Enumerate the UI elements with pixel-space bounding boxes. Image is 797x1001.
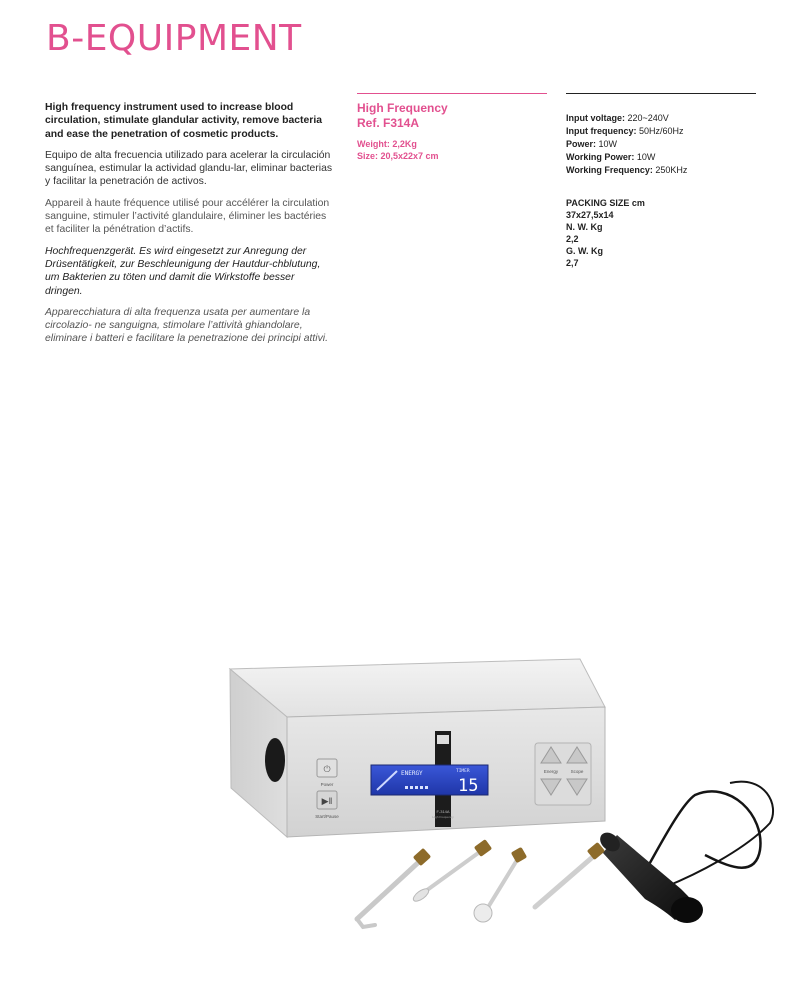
packing-gw: 2,7	[566, 258, 579, 268]
device-illustration	[225, 655, 785, 940]
product-divider	[357, 93, 547, 94]
play-pause-icon: ▶‖	[321, 796, 333, 806]
model-sub-label: High Frequency	[432, 815, 454, 819]
lcd-timer-label: TIMER	[456, 769, 470, 774]
electrode-hook	[357, 848, 431, 927]
lcd-level-3	[415, 786, 418, 789]
lcd-level-4	[420, 786, 423, 789]
spec-power: Power: 10W	[566, 139, 618, 149]
lcd-level-2	[410, 786, 413, 789]
electrode-mushroom	[411, 839, 492, 903]
brand-logo	[437, 735, 449, 744]
model-label: F-314A	[436, 809, 450, 814]
packing-nw: 2,2	[566, 234, 579, 244]
spec-working-power: Working Power: 10W	[566, 152, 656, 162]
description-block	[45, 101, 333, 354]
power-icon: ⏻	[323, 764, 331, 774]
start-pause-label: Start/Pause	[315, 814, 339, 819]
specs-divider	[566, 93, 756, 94]
electrode-handle	[596, 782, 773, 923]
lcd-level-1	[405, 786, 408, 789]
spec-input-frequency: Input frequency: 50Hz/60Hz	[566, 126, 684, 136]
lcd-value: 15	[458, 776, 479, 796]
product-name: High Frequency	[357, 101, 448, 115]
packing-info	[566, 197, 766, 269]
lcd-level-5	[425, 786, 428, 789]
product-size: Size: 20,5x22x7 cm	[357, 151, 439, 161]
technical-specs	[566, 112, 766, 269]
lcd-mode-label: ENERGY	[401, 770, 423, 777]
energy-label: Energy	[543, 769, 559, 774]
spec-working-frequency: Working Frequency: 250KHz	[566, 165, 688, 175]
packing-size: 37x27,5x14	[566, 210, 614, 220]
electrode-comb	[474, 847, 527, 922]
power-label: Power	[320, 782, 334, 787]
control-pad	[535, 743, 591, 805]
electrode-straight	[535, 842, 605, 907]
side-port	[265, 738, 285, 782]
description-english: High frequency instrument used to increase blood circulation, stimulate glandular activity, remove bacteria and ease the penetration of cosmetic products.	[45, 102, 322, 140]
description-german: Hochfrequenzgerät. Es wird eingesetzt zur Anregung der Drüsentätigkeit, zur Beschleunigung der Hautdur-chblutung, um Bakterien zu töten und damit die Wirkstoffe besser dringen.	[45, 245, 321, 297]
packing-title: PACKING SIZE cm	[566, 198, 645, 208]
description-italian: Apparecchiatura di alta frequenza usata per aumentare la circolazio- ne sanguigna, stimolare l’attività ghiandolare, eliminare i batteri e facilitare la penetrazione dei principi attivi.	[45, 306, 328, 345]
product-info	[357, 101, 547, 162]
product-weight: Weight: 2,2Kg	[357, 139, 417, 149]
page-title: B-EQUIPMENT	[46, 18, 302, 59]
packing-nw-label: N. W. Kg	[566, 222, 603, 232]
spec-input-voltage: Input voltage: 220~240V	[566, 113, 669, 123]
description-spanish: Equipo de alta frecuencia utilizado para acelerar la circulación sanguínea, estimular la actividad glandu-lar, eliminar bacterias y facilitar la penetración de activos.	[45, 149, 333, 188]
packing-gw-label: G. W. Kg	[566, 246, 603, 256]
description-french: Appareil à haute fréquence utilisé pour accélérer la circulation sanguine, stimuler l’activité glandulaire, éliminer les bactéries et faciliter la pénétration d’actifs.	[45, 197, 330, 236]
product-ref: Ref. F314A	[357, 116, 420, 130]
scope-label: Scope	[570, 769, 584, 774]
